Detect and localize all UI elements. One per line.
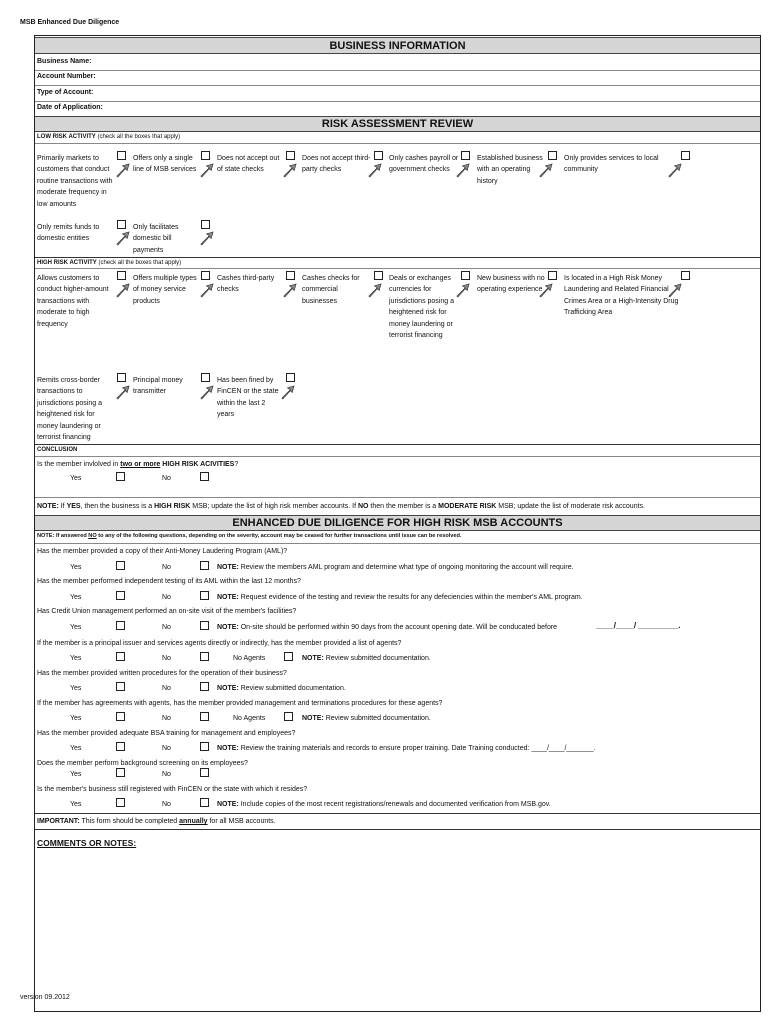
- edd-question: If the member is a principal issuer and services agents directly or indirectly, has the member provided a list of agents?: [37, 640, 402, 647]
- no-label: No: [162, 594, 171, 601]
- no-label: No: [162, 715, 171, 722]
- edd-question: Has the member provided written procedures for the operation of their business?: [37, 670, 287, 677]
- no-checkbox[interactable]: [200, 652, 209, 661]
- document-title: MSB Enhanced Due Diligence: [20, 19, 120, 26]
- comments-heading: COMMENTS OR NOTES:: [37, 838, 137, 848]
- high-risk-checkbox[interactable]: [461, 271, 470, 280]
- no-agents-checkbox[interactable]: [284, 652, 293, 661]
- high-risk-checkbox[interactable]: [201, 373, 210, 382]
- low-risk-checkbox[interactable]: [286, 151, 295, 160]
- low-risk-item: Does not accept out of state checks: [217, 155, 280, 174]
- conclusion-question: Is the member invlolved in two or more HIGH RISK ACIVITIES?: [37, 461, 239, 468]
- high-risk-checkbox[interactable]: [286, 271, 295, 280]
- yes-checkbox[interactable]: [116, 712, 125, 721]
- arrow-icon: [367, 283, 382, 298]
- type-of-account-line[interactable]: [35, 101, 760, 102]
- important-note: IMPORTANT: This form should be completed annually for all MSB accounts.: [37, 818, 276, 825]
- edd-question-note: NOTE: Include copies of the most recent registrations/renewals and documented verification from MSB.gov.: [217, 801, 551, 808]
- edd-question: If the member has agreements with agents, has the member provided management and terminations procedures for these agents?: [37, 700, 443, 707]
- arrow-icon: [115, 385, 130, 400]
- high-risk-item: Deals or exchanges currencies for jurisdictions posing a heightened risk for money laundering or terrorist financing: [389, 275, 454, 340]
- no-agents-label: No Agents: [233, 715, 266, 722]
- no-checkbox[interactable]: [200, 768, 209, 777]
- high-risk-heading: HIGH RISK ACTIVITY (check all the boxes that apply): [37, 260, 182, 266]
- arrow-icon: [115, 283, 130, 298]
- high-risk-item: Has been fined by FinCEN or the state within the last 2 years: [217, 377, 279, 419]
- edd-question: Has the member provided adequate BSA training for management and employees?: [37, 730, 296, 737]
- arrow-icon: [199, 163, 214, 178]
- low-risk-item: Only cashes payroll or government checks: [389, 155, 459, 174]
- account-number-line[interactable]: [35, 85, 760, 86]
- yes-label: Yes: [70, 745, 82, 752]
- arrow-icon: [538, 283, 553, 298]
- edd-question: Has the member performed independent testing of its AML within the last 12 months?: [37, 578, 301, 585]
- arrow-icon: [280, 385, 295, 400]
- conclusion-note: NOTE: If YES, then the business is a HIGH RISK MSB; update the list of high risk member accounts. If NO then the member is a MODERATE RISK MSB; update the list of moderate risk accounts.: [37, 503, 645, 510]
- conclusion-no-checkbox[interactable]: [200, 472, 209, 481]
- yes-checkbox[interactable]: [116, 591, 125, 600]
- high-risk-checkbox[interactable]: [201, 271, 210, 280]
- edd-question-note: NOTE: Review the training materials and records to ensure proper training. Date Training conducted: ____/____/_______.: [217, 745, 596, 752]
- high-risk-checkbox[interactable]: [117, 373, 126, 382]
- yes-label: Yes: [70, 801, 82, 808]
- version-label: version 09.2012: [20, 994, 70, 1001]
- low-risk-item: Established business with an operating history: [477, 155, 543, 185]
- high-risk-item: Cashes checks for commercial businesses: [302, 275, 360, 305]
- high-risk-item: Remits cross-border transactions to jurisdictions posing a heightened risk for money laundering or terrorist financing: [37, 377, 102, 442]
- no-agents-checkbox[interactable]: [284, 712, 293, 721]
- arrow-icon: [455, 163, 470, 178]
- yes-label: Yes: [70, 685, 82, 692]
- conclusion-yes-label: Yes: [70, 475, 82, 482]
- arrow-icon: [199, 231, 214, 246]
- arrow-icon: [667, 283, 682, 298]
- conclusion-yes-checkbox[interactable]: [116, 472, 125, 481]
- business-information-heading: BUSINESS INFORMATION: [35, 37, 760, 54]
- arrow-icon: [115, 231, 130, 246]
- yes-checkbox[interactable]: [116, 621, 125, 630]
- low-risk-checkbox[interactable]: [117, 220, 126, 229]
- date-of-application-label: Date of Application:: [37, 104, 103, 111]
- yes-label: Yes: [70, 594, 82, 601]
- high-risk-item: Offers multiple types of money service products: [133, 275, 197, 305]
- low-risk-checkbox[interactable]: [681, 151, 690, 160]
- yes-checkbox[interactable]: [116, 682, 125, 691]
- no-checkbox[interactable]: [200, 621, 209, 630]
- no-label: No: [162, 564, 171, 571]
- yes-checkbox[interactable]: [116, 652, 125, 661]
- arrow-icon: [367, 163, 382, 178]
- business-name-label: Business Name:: [37, 58, 92, 65]
- arrow-icon: [538, 163, 553, 178]
- low-risk-checkbox[interactable]: [548, 151, 557, 160]
- high-risk-item: Allows customers to conduct higher-amount transactions with moderate to high frequency: [37, 275, 109, 328]
- no-label: No: [162, 624, 171, 631]
- account-number-label: Account Number:: [37, 73, 96, 80]
- conclusion-heading: CONCLUSION: [37, 447, 78, 453]
- low-risk-item: Only remits funds to domestic entities: [37, 224, 100, 243]
- low-risk-checkbox[interactable]: [201, 151, 210, 160]
- edd-question: Has the member provided a copy of their Anti-Money Laudering Program (AML)?: [37, 548, 288, 555]
- edd-question-note: NOTE: Review submitted documentation.: [302, 715, 431, 722]
- no-checkbox[interactable]: [200, 742, 209, 751]
- type-of-account-label: Type of Account:: [37, 89, 94, 96]
- high-risk-checkbox[interactable]: [681, 271, 690, 280]
- edd-question-note: NOTE: Review submitted documentation.: [217, 685, 346, 692]
- edd-question-note: NOTE: Review submitted documentation.: [302, 655, 431, 662]
- arrow-icon: [667, 163, 682, 178]
- high-risk-checkbox[interactable]: [548, 271, 557, 280]
- edd-question-note: NOTE: On-site should be performed within 90 days from the account opening date. Will be conducated before: [217, 624, 558, 631]
- arrow-icon: [199, 385, 214, 400]
- yes-checkbox[interactable]: [116, 742, 125, 751]
- low-risk-item: Primarily markets to customers that conduct routine transactions with moderate frequency in low amounts: [37, 155, 113, 208]
- arrow-icon: [282, 283, 297, 298]
- no-checkbox[interactable]: [200, 682, 209, 691]
- low-risk-item: Offers only a single line of MSB services: [133, 155, 197, 174]
- high-risk-item: Cashes third-party checks: [217, 275, 275, 294]
- no-label: No: [162, 655, 171, 662]
- yes-label: Yes: [70, 564, 82, 571]
- edd-question-note: NOTE: Review the members AML program and determine what type of ongoing monitoring the account will require.: [217, 564, 574, 571]
- no-checkbox[interactable]: [200, 712, 209, 721]
- risk-assessment-heading: RISK ASSESSMENT REVIEW: [35, 116, 760, 132]
- no-label: No: [162, 745, 171, 752]
- yes-label: Yes: [70, 655, 82, 662]
- no-agents-label: No Agents: [233, 655, 266, 662]
- onsite-date-field[interactable]: ____/____/ _________.: [596, 621, 681, 630]
- edd-heading: ENHANCED DUE DILIGENCE FOR HIGH RISK MSB ACCOUNTS: [35, 515, 760, 531]
- low-risk-item: Does not accept third-party checks: [302, 155, 371, 174]
- yes-label: Yes: [70, 715, 82, 722]
- yes-checkbox[interactable]: [116, 768, 125, 777]
- business-name-line[interactable]: [35, 70, 760, 71]
- edd-question: Does the member perform background screening on its employees?: [37, 760, 248, 767]
- no-checkbox[interactable]: [200, 561, 209, 570]
- high-risk-item: New business with no operating experience: [477, 275, 545, 294]
- no-label: No: [162, 771, 171, 778]
- low-risk-item: Only facilitates domestic bill payments: [133, 224, 179, 254]
- no-label: No: [162, 685, 171, 692]
- low-risk-heading: LOW RISK ACTIVITY (check all the boxes that apply): [37, 134, 181, 140]
- no-label: No: [162, 801, 171, 808]
- arrow-icon: [455, 283, 470, 298]
- no-checkbox[interactable]: [200, 591, 209, 600]
- yes-checkbox[interactable]: [116, 798, 125, 807]
- edd-note: NOTE: If answered NO to any of the following questions, depending on the severity, account may be ceased for further transactions until issue can be resolved.: [37, 533, 462, 539]
- high-risk-item: Principal money transmitter: [133, 377, 183, 396]
- edd-question-note: NOTE: Request evidence of the testing and review the results for any defeciencies within the member's AML program.: [217, 594, 583, 601]
- conclusion-no-label: No: [162, 475, 171, 482]
- low-risk-checkbox[interactable]: [117, 151, 126, 160]
- arrow-icon: [115, 163, 130, 178]
- comments-area[interactable]: [37, 852, 757, 1007]
- high-risk-checkbox[interactable]: [286, 373, 295, 382]
- edd-question: Has Credit Union management performed an on-site visit of the member's facilities?: [37, 608, 297, 615]
- low-risk-checkbox[interactable]: [201, 220, 210, 229]
- arrow-icon: [282, 163, 297, 178]
- high-risk-checkbox[interactable]: [117, 271, 126, 280]
- low-risk-checkbox[interactable]: [461, 151, 470, 160]
- yes-label: Yes: [70, 771, 82, 778]
- yes-checkbox[interactable]: [116, 561, 125, 570]
- arrow-icon: [199, 283, 214, 298]
- yes-label: Yes: [70, 624, 82, 631]
- low-risk-checkbox[interactable]: [374, 151, 383, 160]
- low-risk-item: Only provides services to local community: [564, 155, 659, 174]
- high-risk-checkbox[interactable]: [374, 271, 383, 280]
- no-checkbox[interactable]: [200, 798, 209, 807]
- high-risk-item: Is located in a High Risk Money Laundering and Related Financial Crimes Area or a High-Intensity Drug Trafficking Area: [564, 275, 679, 317]
- edd-question: Is the member's business still registered with FinCEN or the state with which it resides?: [37, 786, 308, 793]
